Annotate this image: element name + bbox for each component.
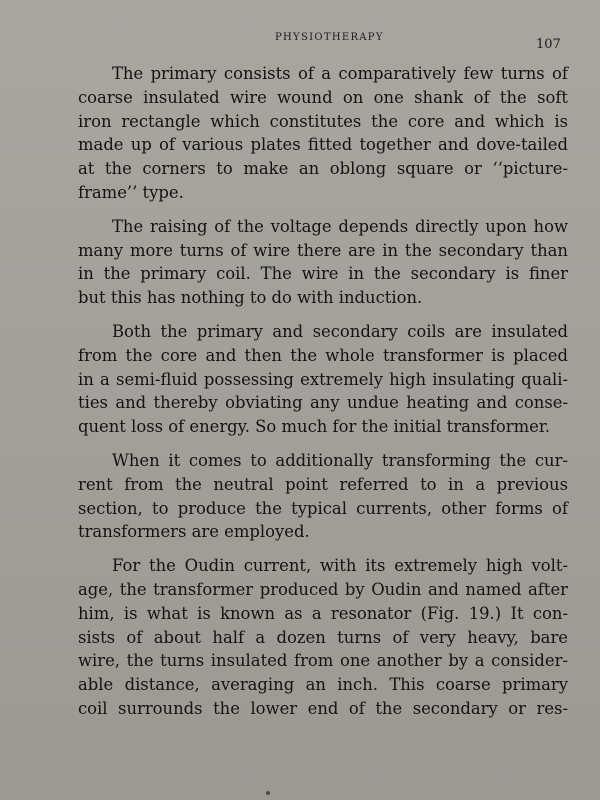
text-line: at the corners to make an oblong square or ‘‘picture- xyxy=(78,159,568,179)
paragraph-insulation xyxy=(78,320,568,439)
text-line: When it comes to additionally transforming the cur- xyxy=(112,450,568,470)
text-line: in the primary coil. The wire in the secondary is finer xyxy=(78,264,568,284)
paragraph-primary-coil xyxy=(78,62,568,205)
paragraph-transforming xyxy=(78,449,568,544)
text-line: made up of various plates fitted together and dove-tailed xyxy=(78,135,568,155)
page-number: 107 xyxy=(536,37,561,52)
text-line: sists of about half a dozen turns of very heavy, bare xyxy=(78,627,568,647)
text-line: frame’’ type. xyxy=(78,182,184,202)
text-line: age, the transformer produced by Oudin and named after xyxy=(78,579,568,599)
text-line: coil surrounds the lower end of the secondary or res- xyxy=(78,698,568,718)
text-line: but this has nothing to do with induction. xyxy=(78,288,423,308)
text-line: from the core and then the whole transformer is placed xyxy=(78,345,568,365)
running-head: PHYSIOTHERAPY xyxy=(275,32,384,43)
text-line: For the Oudin current, with its extremely high volt- xyxy=(112,556,568,576)
paragraph-oudin xyxy=(78,554,568,721)
paragraph-voltage xyxy=(78,215,568,310)
text-line: in a semi-fluid possessing extremely high insulating quali- xyxy=(78,369,568,389)
text-line: The primary consists of a comparatively few turns of xyxy=(112,64,568,83)
text-line: section, to produce the typical currents, other forms of xyxy=(78,498,568,518)
text-line: iron rectangle which constitutes the core and which is xyxy=(78,111,568,131)
text-line: many more turns of wire there are in the secondary than xyxy=(78,240,568,260)
text-line: transformers are employed. xyxy=(78,522,310,542)
text-line: Both the primary and secondary coils are insulated xyxy=(112,321,568,341)
text-line: rent from the neutral point referred to in a previous xyxy=(78,474,568,494)
text-line: quent loss of energy. So much for the initial transformer. xyxy=(78,417,551,437)
page-header xyxy=(0,28,600,52)
text-line: The raising of the voltage depends directly upon how xyxy=(112,216,568,236)
text-line: coarse insulated wire wound on one shank of the soft xyxy=(78,87,568,107)
page-mark xyxy=(266,791,270,795)
body-text xyxy=(78,62,568,731)
text-line: him, is what is known as a resonator (Fig. 19.) It con- xyxy=(78,603,568,623)
text-line: wire, the turns insulated from one another by a consider- xyxy=(78,651,568,671)
text-line: ties and thereby obviating any undue heating and conse- xyxy=(78,393,568,413)
text-line: able distance, averaging an inch. This coarse primary xyxy=(78,675,568,695)
